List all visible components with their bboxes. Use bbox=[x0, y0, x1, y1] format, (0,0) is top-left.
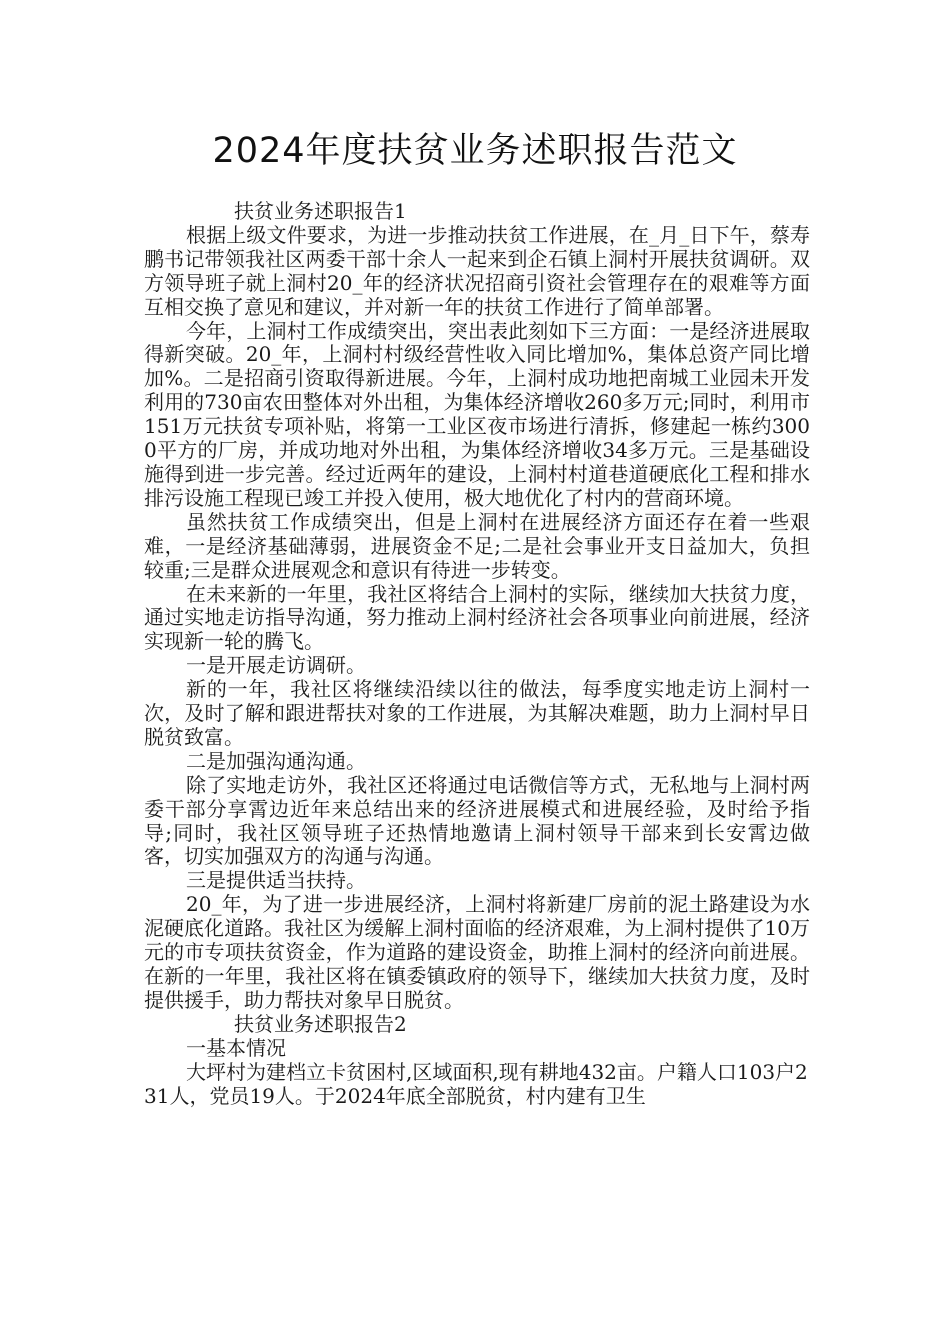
document-title: 2024年度扶贫业务述职报告范文 bbox=[212, 131, 738, 171]
paragraph: 今年，上洞村工作成绩突出，突出表此刻如下三方面：一是经济进展取得新突破。20_年，上洞村村级经营性收入同比增加%，集体总资产同比增加%。二是招商引资取得新进展。今年，上洞村成功地把南城工业园未开发利用的730亩农田整体对外出租，为集体经济增收260多万元;同时，利用市151万元扶贫专项补贴，将第一工业区夜市场进行清拆，修建起一栋约3000平方的厂房，并成功地对外出租，为集体经济增收34多万元。三是基础设施得到进一步完善。经过近两年的建设，上洞村村道巷道硬底化工程和排水排污设施工程现已竣工并投入使用，极大地优化了村内的营商环境。 bbox=[144, 318, 810, 510]
paragraph: 新的一年，我社区将继续沿续以往的做法，每季度实地走访上洞村一次，及时了解和跟进帮扶对象的工作进展，为其解决难题，助力上洞村早日脱贫致富。 bbox=[144, 677, 810, 749]
section-item-1: 一是开展走访调研。 bbox=[186, 653, 366, 678]
paragraph: 虽然扶贫工作成绩突出，但是上洞村在进展经济方面还存在着一些艰难，一是经济基础薄弱，进展资金不足;二是社会事业开支日益加大，负担较重;三是群众进展观念和意识有待进一步转变。 bbox=[144, 509, 810, 582]
paragraph: 除了实地走访外，我社区还将通过电话微信等方式，无私地与上洞村两委干部分享霄边近年来总结出来的经济进展模式和进展经验，及时给予指导;同时，我社区领导班子还热情地邀请上洞村领导干部来到长安霄边做客，切实加强双方的沟通与沟通。 bbox=[144, 772, 810, 869]
paragraph: 根据上级文件要求，为进一步推动扶贫工作进展，在_月_日下午，蔡寿鹏书记带领我社区两委干部十余人一起来到企石镇上洞村开展扶贫调研。双方领导班子就上洞村20_年的经济状况招商引资社会管理存在的艰难等方面互相交换了意见和建议，并对新一年的扶贫工作进行了简单部署。 bbox=[144, 222, 810, 319]
section-heading: 一基本情况 bbox=[186, 1035, 286, 1060]
paragraph: 20_年，为了进一步进展经济，上洞村将新建厂房前的泥土路建设为水泥硬底化道路。我社区为缓解上洞村面临的经济艰难，为上洞村提供了10万元的市专项扶贫资金，作为道路的建设资金，助推上洞村的经济向前进展。在新的一年里，我社区将在镇委镇政府的领导下，继续加大扶贫力度，及时提供援手，助力帮扶对象早日脱贫。 bbox=[144, 892, 810, 1012]
section-item-2: 二是加强沟通沟通。 bbox=[186, 748, 366, 773]
paragraph: 在未来新的一年里，我社区将结合上洞村的实际，继续加大扶贫力度，通过实地走访指导沟通，努力推动上洞村经济社会各项事业向前进展，经济实现新一轮的腾飞。 bbox=[144, 581, 810, 654]
section-item-3: 三是提供适当扶持。 bbox=[186, 868, 366, 893]
report-2-heading: 扶贫业务述职报告2 bbox=[234, 1011, 407, 1036]
document-body bbox=[144, 200, 810, 1108]
report-1-heading: 扶贫业务述职报告1 bbox=[234, 199, 407, 223]
paragraph: 大坪村为建档立卡贫困村,区域面积,现有耕地432亩。户籍人口103户231人，党员19人。于2024年底全部脱贫，村内建有卫生 bbox=[144, 1059, 808, 1108]
